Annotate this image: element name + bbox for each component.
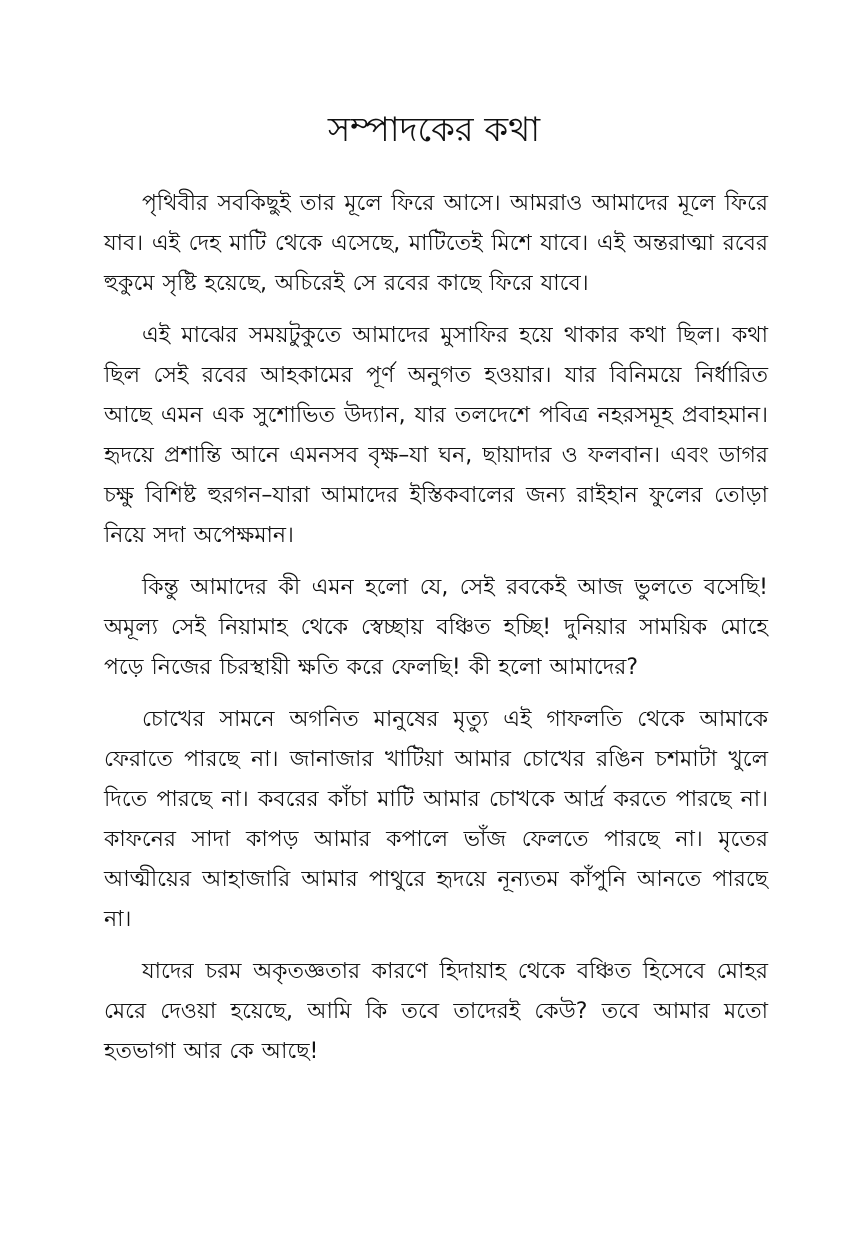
paragraph-4: চোখের সামনে অগনিত মানুষের মৃত্যু এই গাফলতি থেকে আমাকে ফেরাতে পারছে না। জানাজার খাটিয়া আমার চোখের রঙিন চশমাটা খুলে দিতে পারছে না। কবরের কাঁচা মাটি আমার চোখকে আর্দ্র করতে পারছে না। কাফনের সাদা কাপড় আমার কপালে ভাঁজ ফেলতে পারছে না। মৃতের আত্মীয়ের আহাজারি আমার পাথুরে হৃদয়ে নূন্যতম কাঁপুনি আনতে পারছে না। <box>104 707 768 932</box>
body-text <box>104 184 768 1084</box>
paragraph-2: এই মাঝের সময়টুকুতে আমাদের মুসাফির হয়ে থাকার কথা ছিল। কথা ছিল সেই রবের আহকামের পূর্ণ অনুগত হওয়ার। যার বিনিময়ে নির্ধারিত আছে এমন এক সুশোভিত উদ্যান, যার তলদেশে পবিত্র নহরসমূহ প্রবাহমান। হৃদয়ে প্রশান্তি আনে এমনসব বৃক্ষ–যা ঘন, ছায়াদার ও ফলবান। এবং ডাগর চক্ষু বিশিষ্ট হুরগন–যারা আমাদের ইস্তিকবালের জন্য রাইহান ফুলের তোড়া নিয়ে সদা অপেক্ষমান। <box>104 323 768 548</box>
paragraph-5: যাদের চরম অকৃতজ্ঞতার কারণে হিদায়াহ থেকে বঞ্চিত হিসেবে মোহর মেরে দেওয়া হয়েছে, আমি কি তবে তাদেরই কেউ? তবে আমার মতো হতভাগা আর কে আছে! <box>104 959 768 1064</box>
paragraph-3: কিন্তু আমাদের কী এমন হলো যে, সেই রবকেই আজ ভুলতে বসেছি! অমূল্য সেই নিয়ামাহ থেকে স্বেচ্ছায় বঞ্চিত হচ্ছি! দুনিয়ার সাময়িক মোহে পড়ে নিজের চিরস্থায়ী ক্ষতি করে ফেলছি! কী হলো আমাদের? <box>104 575 768 680</box>
paragraph-1: পৃথিবীর সবকিছুই তার মূলে ফিরে আসে। আমরাও আমাদের মূলে ফিরে যাব। এই দেহ মাটি থেকে এসেছে, মাটিতেই মিশে যাবে। এই অন্তরাত্মা রবের হুকুমে সৃষ্টি হয়েছে, অচিরেই সে রবের কাছে ফিরে যাবে। <box>104 191 768 296</box>
page-title: সম্পাদকের কথা <box>327 110 541 150</box>
